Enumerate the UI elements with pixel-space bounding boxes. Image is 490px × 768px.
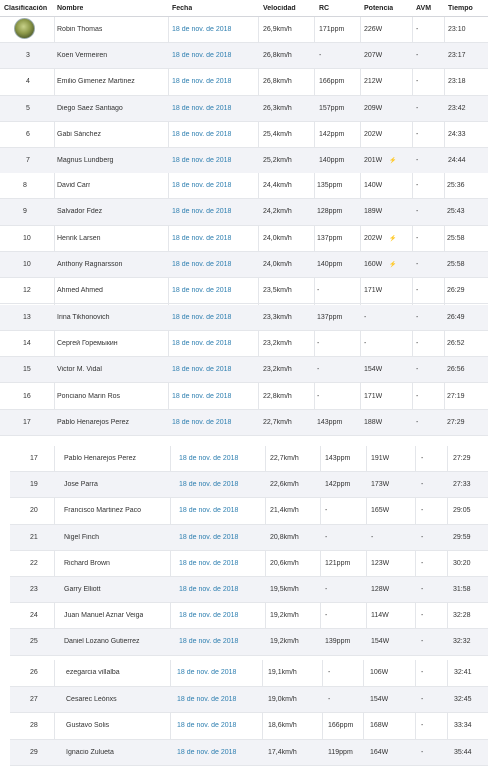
cell-power: 140W (364, 182, 383, 190)
cell-time: 30:20 (453, 559, 471, 567)
cell-speed: 19,2km/h (270, 638, 299, 646)
cell-time: 25:43 (447, 208, 465, 216)
cell-hr: - (328, 695, 331, 703)
cell-hr: - (317, 339, 320, 347)
table-row[interactable] (10, 660, 488, 687)
cell-rank: 10 (23, 261, 31, 269)
cell-time: 25:58 (447, 261, 465, 269)
cell-name[interactable]: Robin Thomas (57, 26, 103, 34)
table-row[interactable] (10, 577, 488, 603)
cell-date[interactable]: 18 de nov. de 2018 (179, 612, 239, 620)
table-row[interactable] (0, 173, 488, 199)
cell-hr: - (319, 52, 322, 60)
cell-avm: - (416, 104, 419, 112)
table-row[interactable] (0, 252, 488, 278)
cell-rank: 6 (26, 130, 30, 138)
cell-avm: - (421, 507, 424, 515)
cell-time: 26:56 (447, 366, 465, 374)
cell-avm: - (421, 722, 424, 730)
cell-name[interactable]: Jose Parra (64, 481, 98, 489)
cell-time: 33:34 (454, 722, 472, 730)
cell-hr: 137ppm (317, 313, 343, 321)
table-row[interactable] (10, 740, 488, 767)
cell-hr: 143ppm (317, 418, 343, 426)
cell-date[interactable]: 18 de nov. de 2018 (179, 559, 239, 567)
cell-power: 189W (364, 208, 383, 216)
cell-date[interactable]: 18 de nov. de 2018 (179, 533, 239, 541)
table-row[interactable] (10, 603, 488, 629)
cell-date[interactable]: 18 de nov. de 2018 (172, 261, 232, 269)
cell-rank: 20 (30, 507, 38, 515)
cell-speed: 18,6km/h (268, 722, 297, 730)
cell-time: 32:28 (453, 612, 471, 620)
header-speed[interactable]: Velocidad (263, 4, 296, 12)
cell-rank: 17 (23, 418, 31, 426)
cell-time: 23:10 (448, 26, 466, 34)
table-segment (0, 0, 488, 174)
cell-avm: - (416, 418, 419, 426)
cell-name[interactable]: Henrik Larsen (57, 234, 101, 242)
cell-avm: - (416, 313, 419, 321)
cell-rank: 24 (30, 612, 38, 620)
cell-power: 212W (364, 78, 383, 86)
cell-rank: 29 (30, 748, 38, 756)
cell-avm: - (421, 533, 424, 541)
cell-power: 128W (371, 586, 390, 594)
cell-date[interactable]: 18 de nov. de 2018 (179, 638, 239, 646)
cell-avm: - (416, 234, 419, 242)
cell-speed: 22,8km/h (263, 392, 292, 400)
cell-hr: 128ppm (317, 208, 343, 216)
cell-hr: 171ppm (319, 26, 345, 34)
cell-date[interactable]: 18 de nov. de 2018 (172, 313, 232, 321)
cell-date[interactable]: 18 de nov. de 2018 (172, 392, 232, 400)
cell-date[interactable]: 18 de nov. de 2018 (177, 748, 237, 756)
cell-speed: 23,5km/h (263, 287, 292, 295)
cell-time: 24:33 (448, 130, 466, 138)
cell-time: 29:05 (453, 507, 471, 515)
cell-name[interactable]: Anthony Ragnarsson (57, 261, 123, 269)
cell-date[interactable]: 18 de nov. de 2018 (172, 234, 232, 242)
cell-hr: - (325, 507, 328, 515)
cell-hr: 143ppm (325, 455, 351, 463)
cell-rank: 8 (23, 182, 27, 190)
cell-avm: - (416, 339, 419, 347)
header-name[interactable]: Nombre (57, 4, 84, 12)
table-row[interactable] (10, 687, 488, 714)
table-row[interactable] (0, 383, 488, 409)
avatar (14, 18, 35, 41)
cell-speed: 19,0km/h (268, 695, 297, 703)
cell-power: 207W (364, 52, 383, 60)
cell-speed: 24,0km/h (263, 261, 292, 269)
cell-avm: - (421, 481, 424, 489)
cell-name[interactable]: Ponciano Marin Ros (57, 392, 121, 400)
cell-name[interactable]: Pablo Henarejos Perez (57, 418, 129, 426)
cell-rank: 5 (26, 104, 30, 112)
cell-hr: - (325, 586, 328, 594)
cell-speed: 19,2km/h (270, 612, 299, 620)
table-row[interactable] (0, 199, 488, 225)
cell-speed: 25,2km/h (263, 157, 292, 165)
table-row[interactable] (0, 43, 488, 69)
cell-rank: 21 (30, 533, 38, 541)
cell-speed: 25,4km/h (263, 130, 292, 138)
cell-avm: - (421, 695, 424, 703)
cell-date[interactable]: 18 de nov. de 2018 (177, 722, 237, 730)
cell-rank: 9 (23, 208, 27, 216)
table-segment (0, 173, 488, 436)
cell-avm: - (416, 78, 419, 86)
cell-date[interactable]: 18 de nov. de 2018 (179, 507, 239, 515)
table-row[interactable] (10, 472, 488, 498)
cell-hr: 142ppm (319, 130, 345, 138)
table-row[interactable] (0, 305, 488, 331)
cell-date[interactable]: 18 de nov. de 2018 (172, 52, 232, 60)
cell-hr: - (325, 533, 328, 541)
header-avm[interactable]: AVM (416, 4, 432, 12)
cell-rank: 23 (30, 586, 38, 594)
cell-power: 202W (364, 234, 383, 242)
cell-hr: - (328, 669, 331, 677)
cell-hr: - (317, 287, 320, 295)
table-row[interactable] (0, 226, 488, 252)
cell-speed: 19,5km/h (270, 586, 299, 594)
table-header (0, 0, 488, 17)
cell-speed: 21,4km/h (270, 507, 299, 515)
cell-name[interactable]: Victor M. Vidal (57, 366, 102, 374)
cell-speed: 17,4km/h (268, 748, 297, 756)
cell-time: 26:52 (447, 339, 465, 347)
cell-hr: - (325, 612, 328, 620)
cell-time: 31:58 (453, 586, 471, 594)
cell-speed: 23,2km/h (263, 339, 292, 347)
cell-power: - (371, 533, 374, 541)
table-row[interactable] (0, 331, 488, 357)
table-row[interactable] (0, 17, 488, 43)
cell-power: 165W (371, 507, 390, 515)
power-meter-icon: ⚡ (389, 158, 397, 165)
cell-rank: 12 (23, 287, 31, 295)
cell-name[interactable]: Gabi Sánchez (57, 130, 101, 138)
cell-hr: 135ppm (317, 182, 343, 190)
cell-avm: - (416, 52, 419, 60)
cell-speed: 24,4km/h (263, 182, 292, 190)
cell-name[interactable]: Magnus Lundberg (57, 157, 114, 165)
cell-time: 27:29 (447, 418, 465, 426)
cell-power: 154W (370, 695, 389, 703)
table-row[interactable] (0, 96, 488, 122)
header-power[interactable]: Potencia (364, 4, 394, 12)
cell-date[interactable]: 18 de nov. de 2018 (172, 78, 232, 86)
cell-rank: 16 (23, 392, 31, 400)
cell-hr: 157ppm (319, 104, 345, 112)
cell-power: - (364, 313, 367, 321)
cell-speed: 22,7km/h (270, 455, 299, 463)
cell-date[interactable]: 18 de nov. de 2018 (172, 208, 232, 216)
cell-power: 191W (371, 455, 390, 463)
cell-speed: 24,2km/h (263, 208, 292, 216)
cell-time: 23:42 (448, 104, 466, 112)
table-segment (10, 446, 488, 656)
cell-date[interactable]: 18 de nov. de 2018 (172, 130, 232, 138)
cell-date[interactable]: 18 de nov. de 2018 (177, 669, 237, 677)
cell-power: 188W (364, 418, 383, 426)
cell-avm: - (421, 669, 424, 677)
cell-rank: 26 (30, 669, 38, 677)
cell-time: 35:44 (454, 748, 472, 756)
table-row[interactable] (10, 446, 488, 472)
table-row[interactable] (0, 357, 488, 383)
cell-rank: 13 (23, 313, 31, 321)
cell-hr: 137ppm (317, 234, 343, 242)
header-rank[interactable]: Clasificación (4, 4, 48, 12)
cell-time: 32:32 (453, 638, 471, 646)
cell-name[interactable]: Diego Saez Santiago (57, 104, 123, 112)
cell-hr: 140ppm (319, 157, 345, 165)
cell-date[interactable]: 18 de nov. de 2018 (172, 418, 232, 426)
power-meter-icon: ⚡ (389, 235, 397, 242)
cell-rank: 10 (23, 234, 31, 242)
table-row[interactable] (0, 410, 488, 436)
cell-avm: - (421, 638, 424, 646)
cell-name[interactable]: Francisco Martinez Paco (64, 507, 142, 515)
cell-hr: 142ppm (325, 481, 351, 489)
cell-name[interactable]: ezegarcia villalba (66, 669, 120, 677)
cell-name[interactable]: Emilio Gimenez Martinez (57, 78, 135, 86)
cell-avm: - (416, 366, 419, 374)
cell-avm: - (416, 157, 419, 165)
cell-power: - (364, 339, 367, 347)
cell-name[interactable]: Daniel Lozano Gutierrez (64, 638, 140, 646)
cell-power: 171W (364, 392, 383, 400)
cell-time: 25:58 (447, 234, 465, 242)
cell-rank: 4 (26, 78, 30, 86)
cell-hr: 166ppm (328, 722, 354, 730)
cell-name[interactable]: Pablo Henarejos Perez (64, 455, 136, 463)
cell-speed: 23,3km/h (263, 313, 292, 321)
cell-time: 27:29 (453, 455, 471, 463)
cell-name[interactable]: Ahmed Ahmed (57, 287, 103, 295)
cell-date[interactable]: 18 de nov. de 2018 (172, 287, 232, 295)
cell-date[interactable]: 18 de nov. de 2018 (177, 695, 237, 703)
cell-speed: 26,9km/h (263, 26, 292, 34)
cell-avm: - (421, 612, 424, 620)
cell-speed: 26,8km/h (263, 52, 292, 60)
cell-date[interactable]: 18 de nov. de 2018 (172, 366, 232, 374)
cell-power: 154W (364, 366, 383, 374)
header-time[interactable]: Tiempo (448, 4, 473, 12)
cell-avm: - (421, 455, 424, 463)
header-hr[interactable]: RC (319, 4, 330, 12)
cell-name[interactable]: Gustavo Solis (66, 722, 110, 730)
cell-time: 27:19 (447, 392, 465, 400)
table-row[interactable] (0, 69, 488, 95)
cell-rank: 17 (30, 455, 38, 463)
cell-time: 25:36 (447, 182, 465, 190)
table-row[interactable] (10, 713, 488, 740)
cell-name[interactable]: Salvador Fdez (57, 208, 103, 216)
cell-avm: - (416, 182, 419, 190)
table-row[interactable] (10, 629, 488, 655)
cell-date[interactable]: 18 de nov. de 2018 (179, 455, 239, 463)
cell-rank: 3 (26, 52, 30, 60)
cell-power: 164W (370, 748, 389, 756)
cell-time: 24:44 (448, 157, 466, 165)
cell-power: 173W (371, 481, 390, 489)
cell-time: 32:45 (454, 695, 472, 703)
cell-rank: 15 (23, 366, 31, 374)
cell-speed: 26,8km/h (263, 78, 292, 86)
cell-name[interactable]: Irina Tikhonovich (57, 313, 110, 321)
cell-rank: 25 (30, 638, 38, 646)
cell-name[interactable]: David Carr (57, 182, 91, 190)
cell-rank: 22 (30, 559, 38, 567)
cell-power: 160W (364, 261, 383, 269)
cell-hr: 166ppm (319, 78, 345, 86)
cell-avm: - (416, 26, 419, 34)
cell-speed: 22,7km/h (263, 418, 292, 426)
cell-date[interactable]: 18 de nov. de 2018 (179, 586, 239, 594)
table-row[interactable] (10, 551, 488, 577)
cell-rank: 19 (30, 481, 38, 489)
cell-rank: 14 (23, 339, 31, 347)
cell-date[interactable]: 18 de nov. de 2018 (172, 104, 232, 112)
cell-name[interactable]: Garry Elliott (64, 586, 101, 594)
cell-speed: 19,1km/h (268, 669, 297, 677)
avatar-image[interactable] (14, 18, 35, 39)
power-meter-icon: ⚡ (389, 262, 397, 269)
cell-date[interactable]: 18 de nov. de 2018 (172, 157, 232, 165)
cell-power: 226W (364, 26, 383, 34)
cell-speed: 20,8km/h (270, 533, 299, 541)
cell-name[interactable]: Ignacio Zulueta (66, 748, 114, 756)
cell-power: 171W (364, 287, 383, 295)
cell-time: 26:29 (447, 287, 465, 295)
cell-avm: - (416, 392, 419, 400)
cell-power: 106W (370, 669, 389, 677)
cell-hr: 140ppm (317, 261, 343, 269)
cell-name[interactable]: Richard Brown (64, 559, 110, 567)
cell-speed: 22,6km/h (270, 481, 299, 489)
cell-avm: - (416, 287, 419, 295)
cell-time: 32:41 (454, 669, 472, 677)
cell-power: 201W (364, 157, 383, 165)
table-row[interactable] (0, 122, 488, 148)
cell-avm: - (416, 130, 419, 138)
cell-power: 209W (364, 104, 383, 112)
cell-name[interactable]: Сергей Горемыкин (57, 339, 118, 347)
cell-avm: - (421, 586, 424, 594)
table-row[interactable] (0, 148, 488, 174)
cell-hr: 121ppm (325, 559, 351, 567)
cell-power: 123W (371, 559, 390, 567)
cell-avm: - (421, 748, 424, 756)
table-segment (10, 660, 488, 766)
header-date[interactable]: Fecha (172, 4, 193, 12)
cell-time: 23:17 (448, 52, 466, 60)
cell-date[interactable]: 18 de nov. de 2018 (172, 339, 232, 347)
cell-name[interactable]: Juan Manuel Aznar Veiga (64, 612, 144, 620)
cell-hr: - (317, 366, 320, 374)
cell-avm: - (421, 559, 424, 567)
cell-power: 168W (370, 722, 389, 730)
cell-avm: - (416, 208, 419, 216)
cell-rank: 7 (26, 157, 30, 165)
cell-speed: 23,2km/h (263, 366, 292, 374)
cell-hr: - (317, 392, 320, 400)
cell-power: 202W (364, 130, 383, 138)
cell-hr: 119ppm (328, 748, 353, 756)
table-row[interactable] (10, 498, 488, 524)
cell-power: 114W (371, 612, 389, 620)
cell-speed: 26,3km/h (263, 104, 292, 112)
cell-rank: 28 (30, 722, 38, 730)
cell-name[interactable]: Cesarec Leónxs (66, 695, 117, 703)
cell-avm: - (416, 261, 419, 269)
cell-time: 23:18 (448, 78, 466, 86)
cell-rank: 27 (30, 695, 38, 703)
cell-power: 154W (371, 638, 390, 646)
cell-name[interactable]: Nigel Finch (64, 533, 100, 541)
cell-hr: 139ppm (325, 638, 351, 646)
cell-speed: 24,0km/h (263, 234, 292, 242)
cell-date[interactable]: 18 de nov. de 2018 (172, 26, 232, 34)
cell-time: 27:33 (453, 481, 471, 489)
cell-date[interactable]: 18 de nov. de 2018 (179, 481, 239, 489)
table-row[interactable] (0, 278, 488, 304)
cell-time: 29:59 (453, 533, 471, 541)
cell-speed: 20,6km/h (270, 559, 299, 567)
cell-time: 26:49 (447, 313, 465, 321)
cell-date[interactable]: 18 de nov. de 2018 (172, 182, 232, 190)
cell-name[interactable]: Koen Vermeiren (57, 52, 108, 60)
table-row[interactable] (10, 525, 488, 551)
